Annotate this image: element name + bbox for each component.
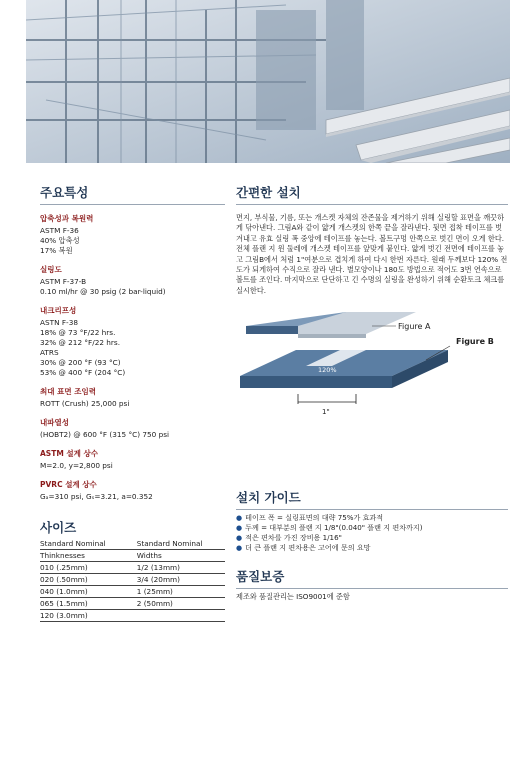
property-title: 내크리프성 — [40, 306, 77, 315]
overlap-label: 1" — [322, 408, 330, 417]
property-title: 실링도 — [40, 265, 62, 274]
property-line: 53% @ 400 °F (204 °C) — [40, 368, 126, 377]
table-cell: Standard Nominal — [40, 538, 125, 550]
percent-label: 120% — [318, 366, 337, 375]
hero-image — [26, 0, 510, 163]
install-figures — [236, 304, 508, 424]
property-line: ASTN F-38 — [40, 318, 78, 327]
sizes-table — [40, 538, 225, 622]
property-line: ATRS — [40, 348, 59, 357]
property-line: 40% 압축성 — [40, 236, 80, 245]
table-cell: Widths — [125, 550, 225, 562]
property-title: 최대 표면 조임력 — [40, 387, 96, 396]
table-cell: Thinknesses — [40, 550, 125, 562]
list-item: ● 적은 편차를 가진 장비용 1/16" — [236, 533, 342, 543]
property-title: PVRC 설계 상수 — [40, 480, 97, 489]
property-line: 18% @ 73 °F/22 hrs. — [40, 328, 116, 337]
divider — [236, 509, 508, 510]
table-cell: 040 (1.0mm) — [40, 586, 125, 598]
figure-a-diagram — [246, 312, 416, 338]
install-heading: 간편한 설치 — [236, 185, 301, 200]
property-sealability — [40, 264, 225, 297]
refinery-illustration — [26, 0, 510, 163]
figure-b-diagram — [240, 346, 450, 404]
property-line: 17% 복원 — [40, 246, 73, 255]
bullet-icon: ● — [236, 524, 243, 533]
bullet-icon: ● — [236, 534, 243, 543]
divider — [236, 588, 508, 589]
divider — [40, 204, 225, 205]
figure-b-label: Figure B — [456, 337, 494, 347]
bullet-icon: ● — [236, 544, 243, 553]
property-creep — [40, 305, 225, 378]
sizes-heading: 사이즈 — [40, 520, 77, 535]
table-cell: 065 (1.5mm) — [40, 598, 125, 610]
property-line: 30% @ 200 °F (93 °C) — [40, 358, 121, 367]
property-crush — [40, 386, 225, 409]
table-cell: 2 (50mm) — [125, 598, 225, 610]
features-column — [40, 183, 225, 622]
table-cell: 1/2 (13mm) — [125, 562, 225, 574]
features-heading: 주요특성 — [40, 185, 89, 200]
table-row — [40, 610, 225, 622]
table-row — [40, 574, 225, 586]
list-item: ● 더 큰 플랜 지 편차용은 고어에 문의 요망 — [236, 543, 371, 553]
table-cell: 010 (.25mm) — [40, 562, 125, 574]
quality-heading: 품질보증 — [236, 569, 285, 585]
bullet-icon: ● — [236, 514, 243, 523]
property-blowout — [40, 417, 225, 440]
list-item: ● 두께 = 대부분의 플랜 지 1/8"(0.040" 플랜 지 편차까지) — [236, 523, 423, 533]
property-line: (HOBT2) @ 600 °F (315 °C) 750 psi — [40, 430, 170, 439]
property-line: 32% @ 212 °F/22 hrs. — [40, 338, 121, 347]
list-item: ● 테이프 폭 = 실링표면의 대략 75%가 효과적 — [236, 513, 384, 523]
table-cell: 120 (3.0mm) — [40, 610, 125, 622]
divider — [236, 204, 508, 205]
table-cell: Standard Nominal — [125, 538, 225, 550]
guide-heading: 설치 가이드 — [236, 490, 301, 506]
table-row — [40, 550, 225, 562]
property-title: 압축성과 복원력 — [40, 214, 94, 223]
property-compressibility — [40, 213, 225, 256]
property-line: ROTT (Crush) 25,000 psi — [40, 399, 130, 408]
property-title: 내파열성 — [40, 418, 69, 427]
table-row — [40, 538, 225, 550]
property-line: 0.10 ml/hr @ 30 psig (2 bar-liquid) — [40, 287, 166, 296]
table-cell: 3/4 (20mm) — [125, 574, 225, 586]
table-cell — [125, 610, 225, 622]
property-line: Gₐ=310 psi, Gₛ=3.21, a=0.352 — [40, 492, 153, 501]
property-title: ASTM 설계 상수 — [40, 449, 98, 458]
table-row — [40, 598, 225, 610]
property-pvrc-constants — [40, 479, 225, 502]
table-row — [40, 562, 225, 574]
install-column — [236, 183, 508, 603]
table-cell: 1 (25mm) — [125, 586, 225, 598]
table-cell: 020 (.50mm) — [40, 574, 125, 586]
property-astm-constants — [40, 448, 225, 471]
table-row — [40, 586, 225, 598]
property-line: M=2.0, y=2,800 psi — [40, 461, 113, 470]
property-line: ASTM F-37-B — [40, 277, 87, 286]
property-line: ASTM F-36 — [40, 226, 79, 235]
figure-a-label: Figure A — [398, 322, 431, 332]
quality-text: 제조와 품질관리는 ISO9001에 준함 — [236, 592, 350, 602]
install-instructions: 면지, 부식물, 기름, 또는 개스켓 자체의 잔존물을 제거하기 위해 실링할 표면을 깨끗하게 닦아낸다. 그림A와 같이 얇게 개스켓의 한쪽 끝을 잘라낸다. 뒷면 접착 테이프를 벗겨내고 유효 실링 폭 중앙에 테이프를 놓는다. 볼트구멍 안쪽으로 벗긴 면이 오게 한다. 전체 플랜 지 윈 둘레에 개스켓 테이프를 앞맞게 붙인다. 얇게 벗긴 전면에 테이프를 놓고 그림B에서 처럼 1"여분으로 겹치게 하여 다시 한번 자른다. 원래 두께보다 120% 전도가 되게하여 수직으로 잘라 낸다. 별모양이나 180도 방법으로 적어도 3번 연속으로 볼트를 조인다. 마지막으로 단단하고 긴 수명의 실링을 완성하기 위해 순환토크 체크를 실시한다. — [236, 213, 508, 295]
